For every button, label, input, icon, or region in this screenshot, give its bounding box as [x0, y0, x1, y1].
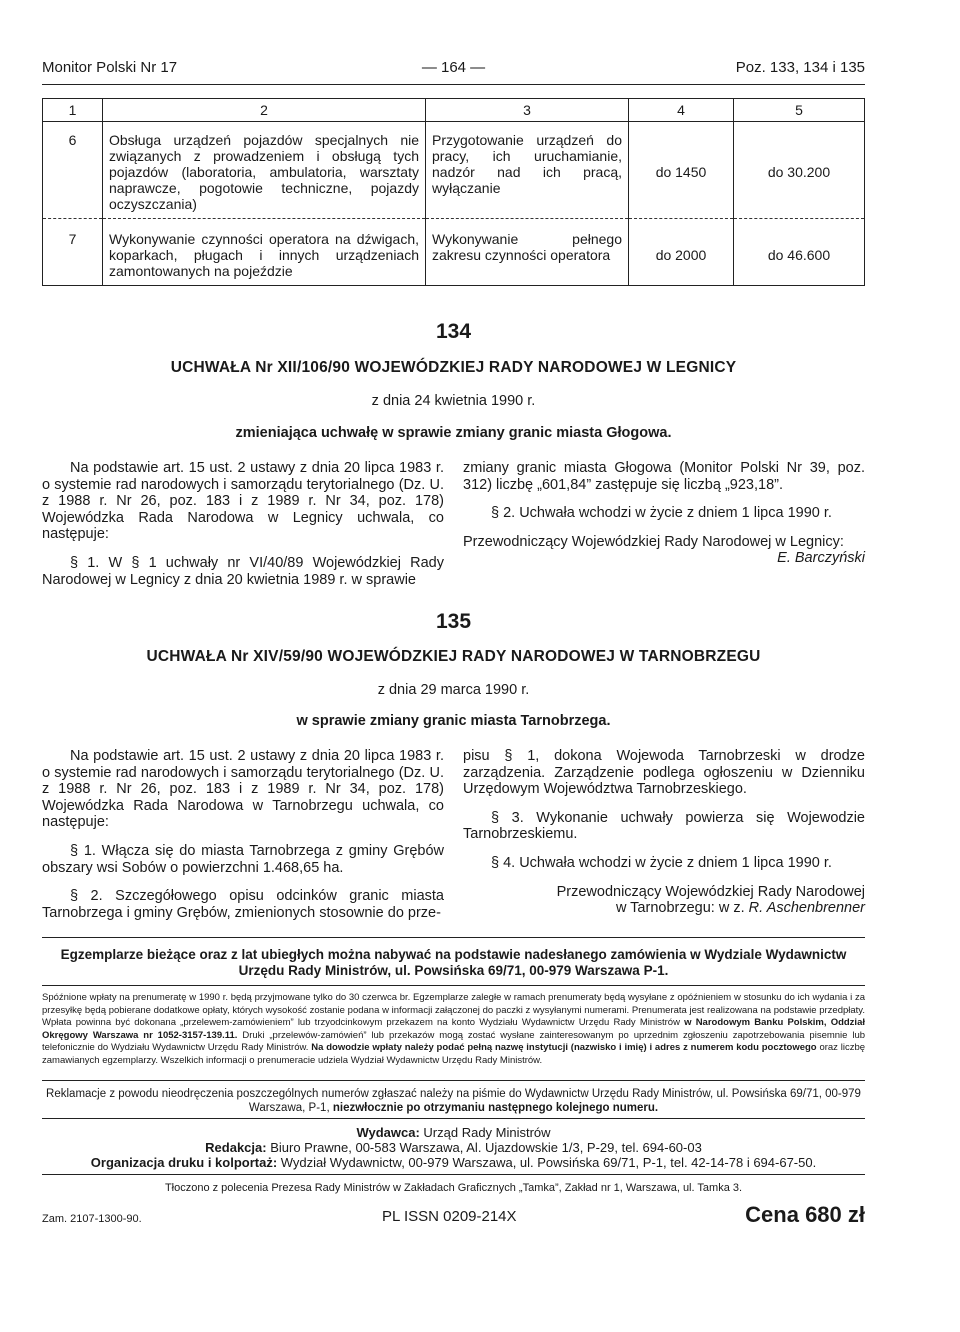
preamble-paragraph: Na podstawie art. 15 ust. 2 ustawy z dnia 20 lipca 1983 r. o systemie rad narodowych i samorządu terytorialnego (Dz. U. z 1988 r. Nr 26, poz. 183 i z 1989 r. Nr 34, poz. 178) Wojewódzka Rada Narodowa w Tarnobrzegu uchwala, co następuje:	[42, 748, 444, 831]
issn: PL ISSN 0209-214X	[382, 1208, 517, 1225]
row-number: 6	[43, 122, 103, 219]
signatory-name: R. Aschenbrenner	[748, 900, 865, 917]
resolution-135-right-column	[463, 748, 865, 917]
resolution-134-title: UCHWAŁA Nr XII/106/90 WOJEWÓDZKIEJ RADY NARODOWEJ W LEGNICY	[170, 359, 737, 376]
amount-cell: do 30.200	[734, 122, 865, 219]
bottom-line	[42, 1202, 865, 1232]
page-number: — 164 —	[421, 59, 486, 76]
distribution-value: Wydział Wydawnictw, 00-979 Warszawa, ul. Powsińska 69/71, P-1, tel. 42-14-78 i 694-67-50.	[280, 1155, 817, 1170]
price: Cena 680 zł	[745, 1202, 865, 1227]
publisher-line	[42, 1125, 865, 1140]
signature-line-2	[463, 900, 865, 917]
section-2-paragraph: § 2. Uchwała wchodzi w życie z dniem 1 lipca 1990 r.	[491, 505, 832, 522]
table-header-cell: 2	[103, 99, 426, 122]
subscription-text: Spóźnione wpłaty na prenumeratę w 1990 r. będą przyjmowane tylko do 30 czerwca br. Egzemplarze zaległe w ramach prenumeraty będą wysyłane z opóźnieniem w stosunku do ich wydania i za przesyłkę będą pobierane dodatkowe opłaty, których wysokość zostanie podana w informacji załączonej do paczki z wysyłanymi numerami. Prenumerata jest realizowana na podstawie przedpłaty. Wpłata powinna być dokonana „przelewem-zamówieniem” lub trzyodcinkowym przekazem na konto Wydziału Wydawnictw Urzędu Rady Ministrów	[42, 992, 865, 1029]
continuation-paragraph: zmiany granic miasta Głogowa (Monitor Polski Nr 39, poz. 312) liczbę „601,84” zastępuje się liczbą „923,18”.	[463, 460, 865, 493]
continuation-paragraph: pisu § 1, dokona Wojewoda Tarnobrzeski w drodze zarządzenia. Zarządzenie podlega ogłoszeniu w Dzienniku Urzędowym Województwa Tarnobrzeskiego.	[463, 748, 865, 798]
imprint	[42, 1125, 865, 1170]
section-2-paragraph: § 2. Szczegółowego opisu odcinków granic miasta Tarnobrzega i gminy Grębów, zmienionych stosownie do prze-	[42, 888, 444, 921]
running-header	[42, 59, 865, 83]
footer-rule-top	[42, 937, 865, 938]
table-header-cell: 4	[629, 99, 734, 122]
forms-text: Druki „przelewów-zamówień” lub przekazów mogą zostać wysłane zainteresowanym po uprzednim zgłoszeniu zapotrzebowania pisemnie lub telefonicznie do Wydziału Wydawnictw Urzędu Rady Ministrów.	[42, 1029, 866, 1054]
job-description: Wykonywanie czynności operatora na dźwigach, koparkach, pługach i innych urządzeniach zamontowanych na pojeździe	[103, 219, 426, 286]
payment-requirements: Na dowodzie wpłaty należy podać pełną nazwę instytucji (nazwisko i imię) i adres z numerem kodu pocztowego	[311, 1042, 817, 1054]
editorial-line	[42, 1140, 865, 1155]
resolution-134-date: z dnia 24 kwietnia 1990 r.	[371, 393, 536, 409]
footer-rule	[42, 1118, 865, 1119]
preamble-paragraph: Na podstawie art. 15 ust. 2 ustawy z dnia 20 lipca 1983 r. o systemie rad narodowych i samorządu terytorialnego (Dz. U. z 1988 r. Nr 26, poz. 183 i z 1989 r. Nr 34, poz. 178) Wojewódzka Rada Narodowa w Legnicy uchwala, co następuje:	[42, 460, 444, 543]
ordering-notice: Egzemplarze bieżące oraz z lat ubiegłych można nabywać na podstawie nadesłanego zamówienia w Wydziale Wydawnictw Urzędu Rady Ministrów, ul. Powsińska 69/71, 00-979 Warszawa P-1.	[60, 947, 847, 978]
footer-rule	[42, 985, 865, 986]
section-1-paragraph: § 1. W § 1 uchwały nr VI/40/89 Wojewódzkiej Rady Narodowej w Legnicy z dnia 20 kwietnia 1989 r. w sprawie	[42, 554, 444, 588]
resolution-135-subject: w sprawie zmiany granic miasta Tarnobrzega.	[296, 713, 611, 729]
row-number: 7	[43, 219, 103, 286]
scope-of-duties: Przygotowanie urządzeń do pracy, ich uruchamianie, nadzór nad ich pracą, wyłączanie	[426, 122, 629, 219]
table-header-cell: 5	[734, 99, 865, 122]
signatory-name: E. Barczyński	[777, 550, 865, 567]
signature-prefix: w Tarnobrzegu: w z.	[615, 900, 745, 917]
complaints-deadline: niezwłocznie po otrzymaniu następnego kolejnego numeru.	[332, 1102, 659, 1114]
table-header-row	[43, 99, 865, 122]
rate-cell: do 1450	[629, 122, 734, 219]
distribution-label: Organizacja druku i kolportaż:	[90, 1155, 278, 1170]
publisher-value: Urząd Rady Ministrów	[423, 1125, 551, 1140]
distribution-line	[42, 1155, 865, 1170]
wage-table	[42, 98, 865, 286]
resolution-135-date: z dnia 29 marca 1990 r.	[377, 682, 530, 698]
section-3-paragraph: § 3. Wykonanie uchwały powierza się Wojewodzie Tarnobrzeskiemu.	[463, 809, 865, 843]
header-rule	[42, 84, 865, 85]
resolution-134-subject: zmieniająca uchwałę w sprawie zmiany granic miasta Głogowa.	[235, 425, 672, 441]
section-1-paragraph: § 1. Włącza się do miasta Tarnobrzega z gminy Grębów obszary wsi Sobów o powierzchni 1.468,65 ha.	[42, 842, 444, 876]
item-range: Poz. 133, 134 i 135	[735, 59, 865, 76]
bank-account: w Narodowym Banku Polskim, Oddział Okręgowy Warszawa nr 1052-3157-139.11.	[42, 1017, 865, 1041]
signature-block	[463, 884, 865, 917]
resolution-135-left-column	[42, 748, 444, 921]
resolution-134-number: 134	[435, 320, 472, 343]
signature-line: Przewodniczący Wojewódzkiej Rady Narodowej w Legnicy:	[463, 533, 844, 550]
table-row	[43, 122, 865, 219]
subscription-info	[42, 992, 865, 1068]
publisher-label: Wydawca:	[356, 1125, 420, 1140]
footer-rule	[42, 1080, 865, 1081]
section-4-paragraph: § 4. Uchwała wchodzi w życie z dniem 1 lipca 1990 r.	[491, 854, 832, 871]
editorial-label: Redakcja:	[205, 1140, 267, 1155]
job-description: Obsługa urządzeń pojazdów specjalnych nie związanych z prowadzeniem i obsługą tych pojazdów (laboratoria, ambulatoria, warsztaty naprawcze, pogotowie techniczne, pojazdy oczyszczania)	[103, 122, 426, 219]
publication-name: Monitor Polski Nr 17	[42, 59, 178, 76]
footer-rule	[42, 1174, 865, 1175]
table-header-cell: 1	[43, 99, 103, 122]
signature-name-row	[463, 550, 865, 567]
signature-line: Przewodniczący Wojewódzkiej Rady Narodowej	[556, 883, 865, 900]
resolution-135-number: 135	[435, 610, 472, 633]
order-number: Zam. 2107-1300-90.	[42, 1213, 142, 1225]
amount-cell: do 46.600	[767, 247, 831, 263]
resolution-135-title: UCHWAŁA Nr XIV/59/90 WOJEWÓDZKIEJ RADY NARODOWEJ W TARNOBRZEGU	[146, 648, 761, 665]
editorial-value: Biuro Prawne, 00-583 Warszawa, Al. Ujazdowskie 1/3, P-29, tel. 694-60-03	[270, 1140, 702, 1155]
table-header-cell: 3	[426, 99, 629, 122]
scope-of-duties: Wykonywanie pełnego zakresu czynności operatora	[426, 219, 629, 286]
info-text: oraz liczbę zamawianych egzemplarzy. Wszelkich informacji o prenumeracie udziela Wydział Wydawnictw Urzędu Rady Ministrów.	[42, 1042, 866, 1066]
resolution-134-left-column	[42, 460, 444, 588]
resolution-134-right-column	[463, 460, 865, 567]
table-row	[43, 219, 865, 286]
printing-note: Tłoczono z polecenia Prezesa Rady Ministrów w Zakładach Graficznych „Tamka”, Zakład nr 1, Warszawa, ul. Tamka 3.	[164, 1182, 743, 1194]
complaints-text: Reklamacje z powodu nieodręczenia poszczególnych numerów zgłaszać należy na piśmie do Wydawnictw Urzędu Rady Ministrów, ul. Powsińska 69/71, 00-979 Warszawa, P-1,	[46, 1088, 861, 1114]
complaints-notice	[42, 1087, 865, 1115]
rate-cell: do 2000	[629, 219, 734, 286]
